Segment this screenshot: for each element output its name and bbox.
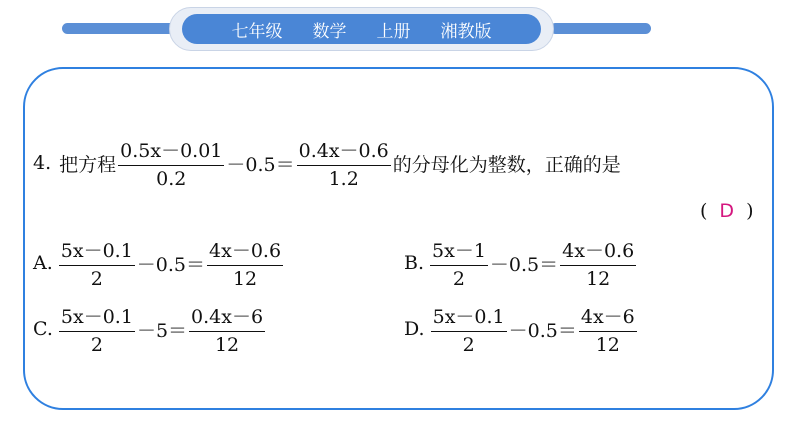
question-fraction-2 (297, 136, 391, 190)
option-fraction-2 (579, 302, 637, 356)
fraction-denominator: 12 (214, 334, 240, 356)
paren-close: ) (746, 200, 754, 222)
option-a (33, 236, 285, 290)
header-grade: 七年级 (231, 21, 283, 42)
option-label: D. (404, 318, 425, 340)
fraction-numerator: 4x－0.6 (207, 236, 283, 266)
question-line (33, 136, 621, 190)
question-prefix: 把方程 (59, 153, 117, 176)
option-fraction-2 (560, 236, 636, 290)
option-middle: －0.5＝ (489, 253, 559, 276)
fraction-numerator: 5x－0.1 (59, 302, 135, 332)
fraction-numerator: 5x－0.1 (431, 302, 507, 332)
option-fraction-1 (431, 302, 507, 356)
option-fraction-1 (430, 236, 488, 290)
fraction-denominator: 0.2 (156, 168, 187, 190)
header-volume: 上册 (376, 21, 411, 42)
fraction-denominator: 12 (595, 334, 620, 356)
option-middle: －5＝ (136, 319, 188, 342)
question-middle: －0.5＝ (226, 153, 295, 176)
header-title (182, 14, 541, 44)
question-number: 4. (33, 152, 52, 174)
fraction-numerator: 0.4x－6 (189, 302, 265, 332)
header-bar-right (550, 23, 651, 34)
fraction-numerator: 5x－0.1 (59, 236, 135, 266)
header-edition: 湘教版 (440, 21, 492, 42)
option-label: C. (33, 318, 53, 340)
option-d (404, 302, 639, 356)
question-fraction-1 (118, 136, 224, 190)
option-label: A. (33, 252, 53, 274)
fraction-denominator: 2 (462, 334, 475, 356)
answer-bracket (700, 200, 753, 222)
fraction-denominator: 12 (586, 268, 611, 290)
option-fraction-2 (207, 236, 283, 290)
fraction-numerator: 0.5x－0.01 (118, 136, 224, 166)
fraction-denominator: 12 (232, 268, 258, 290)
fraction-numerator: 4x－6 (579, 302, 637, 332)
option-middle: －0.5＝ (136, 253, 206, 276)
fraction-denominator: 2 (90, 334, 103, 356)
paren-open: ( (700, 200, 708, 222)
option-middle: －0.5＝ (508, 319, 577, 342)
answer-choice: D (719, 200, 735, 222)
header-pill (169, 7, 554, 51)
fraction-numerator: 0.4x－0.6 (297, 136, 391, 166)
option-label: B. (404, 252, 425, 274)
fraction-numerator: 4x－0.6 (560, 236, 636, 266)
option-fraction-2 (189, 302, 265, 356)
fraction-denominator: 2 (452, 268, 466, 290)
header-bar-left (62, 23, 182, 34)
fraction-denominator: 2 (90, 268, 103, 290)
option-fraction-1 (59, 302, 135, 356)
fraction-denominator: 1.2 (328, 168, 359, 190)
question-suffix: 的分母化为整数，正确的是 (392, 153, 621, 176)
fraction-numerator: 5x－1 (430, 236, 488, 266)
option-b (404, 236, 638, 290)
header-subject: 数学 (312, 21, 347, 42)
option-fraction-1 (59, 236, 135, 290)
option-c (33, 302, 267, 356)
